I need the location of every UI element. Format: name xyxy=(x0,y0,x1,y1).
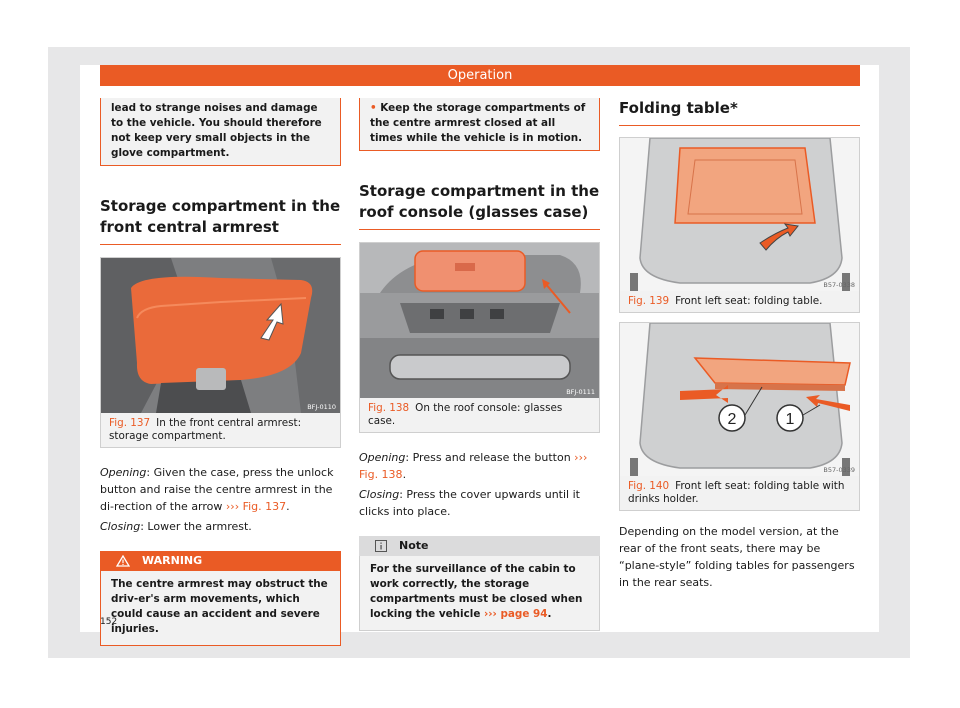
caption-text: On the roof console: glasses case. xyxy=(368,402,563,427)
opening-label: Opening xyxy=(100,466,147,479)
folding-table-paragraph: Depending on the model version, at the rear of the front seats, there may be “plane-style” folding tables for passengers in the rear seats. xyxy=(619,525,855,589)
figure-caption xyxy=(620,291,859,312)
closing-paragraph xyxy=(359,486,600,520)
section-heading-armrest: Storage compartment in the front central armrest xyxy=(100,196,341,245)
closing-text: : Press the cover upwards until it clicks into place. xyxy=(359,488,580,518)
opening-paragraph: Opening: Press and release the button ››› Fig. 138. xyxy=(359,451,588,481)
folding-table-drinks-image xyxy=(620,323,859,476)
opening-text: : Press and release the button xyxy=(405,451,575,464)
figure-number: Fig. 137 xyxy=(109,417,151,429)
figure-link[interactable]: ››› Fig. 137 xyxy=(225,500,287,513)
section-heading-roof-console: Storage compartment in the roof console (glasses case) xyxy=(359,181,600,230)
opening-text: : Given the case, press the unlock button and raise the centre armrest in the di-rection of the arrow xyxy=(100,466,334,513)
figure-caption xyxy=(620,476,859,510)
continued-warning-box xyxy=(100,98,341,166)
page-link[interactable]: ››› page 94 xyxy=(483,608,548,620)
figure-code: B57-0339 xyxy=(823,466,855,474)
warning-text: The centre armrest may obstruct the driv-er's arm movements, which could cause an accident and severe injuries. xyxy=(100,571,341,646)
callout-label-1: 1 xyxy=(785,411,795,428)
folding-table-image xyxy=(620,138,859,291)
warning-icon xyxy=(116,555,130,567)
caption-text: In the front central armrest: storage compartment. xyxy=(109,417,302,442)
column-3 xyxy=(619,98,860,591)
warning-title: WARNING xyxy=(142,554,203,567)
figure-137 xyxy=(100,257,341,448)
figure-140 xyxy=(619,322,860,511)
roof-console-image xyxy=(360,243,599,398)
callout-label-2: 2 xyxy=(727,411,737,428)
note-box xyxy=(359,536,600,631)
note-text-block: For the surveillance of the cabin to work correctly, the storage compartments must be closed when locking the vehicle ››› page 94. xyxy=(359,556,600,631)
continued-warning-text: lead to strange noises and damage to the vehicle. You should therefore not keep very small objects in the glove compartment. xyxy=(111,102,322,159)
caption-text: Front left seat: folding table with drinks holder. xyxy=(628,480,845,505)
armrest-image xyxy=(101,258,340,413)
continued-warning-box xyxy=(359,98,600,151)
figure-caption xyxy=(360,398,599,432)
closing-label: Closing xyxy=(100,520,141,533)
figure-139 xyxy=(619,137,860,313)
figure-number: Fig. 138 xyxy=(368,402,410,414)
figure-number: Fig. 139 xyxy=(628,295,670,307)
chapter-header: Operation xyxy=(100,65,860,86)
bullet: • xyxy=(370,102,377,114)
opening-label: Opening xyxy=(359,451,406,464)
figure-code: BFJ-0111 xyxy=(566,388,595,396)
note-title: Note xyxy=(399,539,429,552)
column-2 xyxy=(359,98,600,631)
opening-paragraph: Opening: Given the case, press the unlock button and raise the centre armrest in the di-rection of the arrow ››› Fig. 137. xyxy=(100,466,334,513)
column-1 xyxy=(100,98,341,646)
warning-header xyxy=(100,551,341,571)
figure-caption xyxy=(101,413,340,447)
continued-warning-text: Keep the storage compartments of the centre armrest closed at all times while the vehicle is in motion. xyxy=(370,102,586,144)
closing-text: : Lower the armrest. xyxy=(140,520,252,533)
info-icon xyxy=(375,540,387,552)
closing-paragraph xyxy=(100,518,341,535)
figure-code: BFJ-0110 xyxy=(307,403,336,411)
figure-code: B57-0338 xyxy=(823,281,855,289)
note-text: For the surveillance of the cabin to work correctly, the storage compartments must be closed when locking the vehicle xyxy=(370,563,583,620)
figure-link[interactable]: ››› Fig. 138 xyxy=(359,451,588,481)
closing-label: Closing xyxy=(359,488,400,501)
page-number: 152 xyxy=(100,617,118,627)
section-heading-folding-table: Folding table* xyxy=(619,98,860,126)
figure-138 xyxy=(359,242,600,433)
note-header xyxy=(359,536,600,556)
warning-box xyxy=(100,551,341,646)
figure-number: Fig. 140 xyxy=(628,480,670,492)
caption-text: Front left seat: folding table. xyxy=(675,295,823,307)
